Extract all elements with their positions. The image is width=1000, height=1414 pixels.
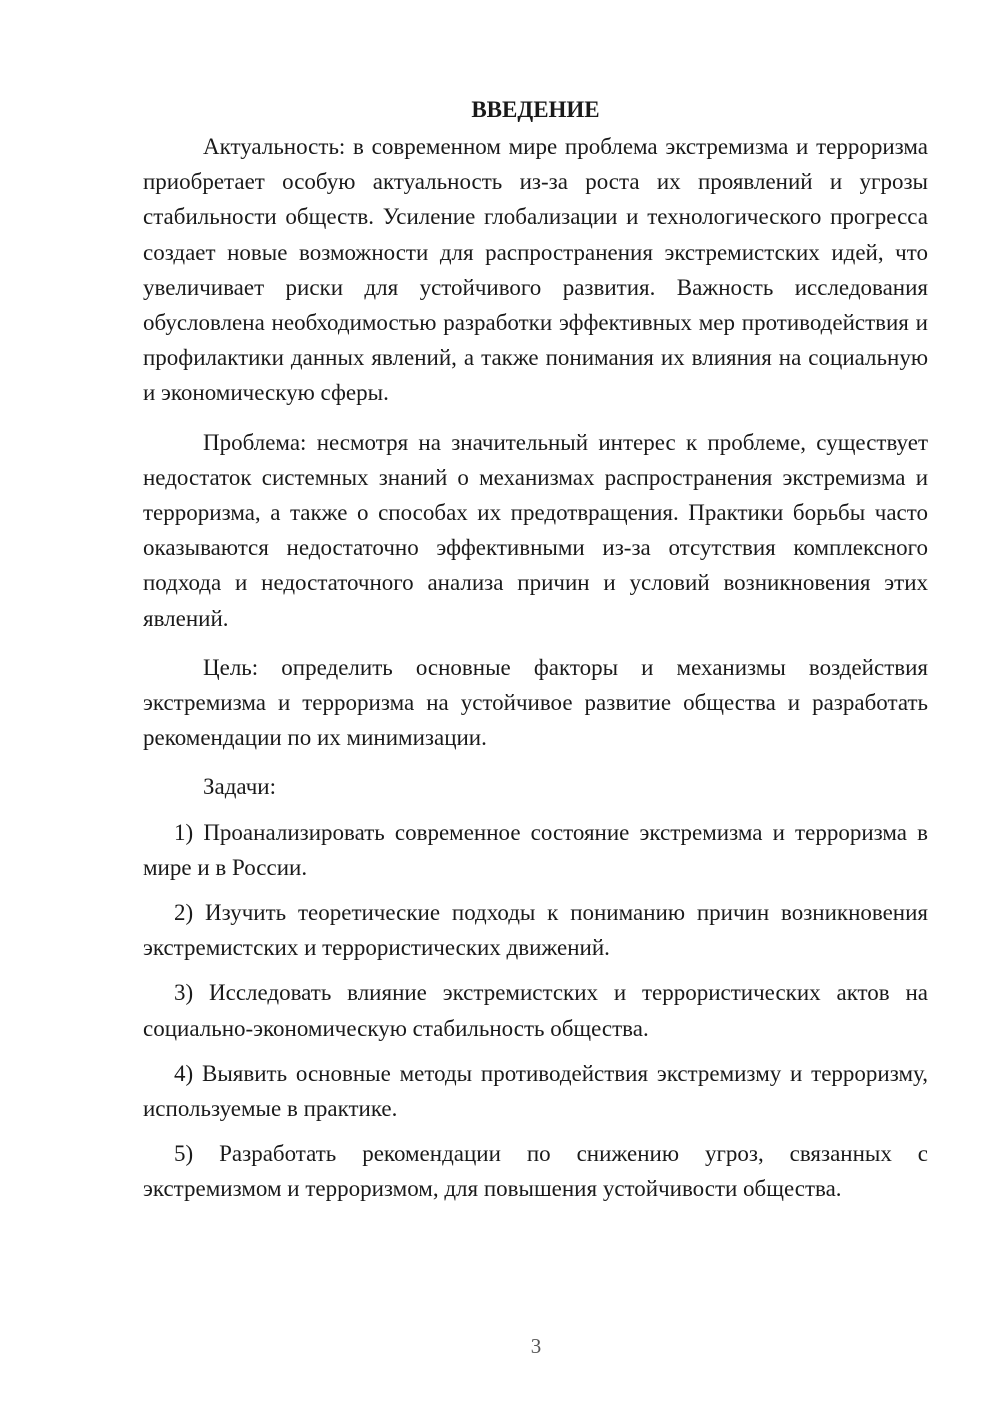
- task-number: 4): [174, 1060, 194, 1086]
- page-title: ВВЕДЕНИЕ: [471, 97, 600, 122]
- task-number: 5): [174, 1141, 194, 1167]
- task-number: 3): [174, 980, 194, 1006]
- task-item: [143, 895, 928, 965]
- task-item: [143, 975, 928, 1045]
- page-content: [143, 92, 928, 1217]
- task-number: 2): [174, 900, 194, 926]
- relevance-paragraph: Актуальность: в современном мире проблема экстремизма и терроризма приобретает особую актуальность из-за роста их проявлений и угрозы стабильности обществ. Усиление глобализации и технологического прогресса создает новые возможности для распространения экстремистских идей, что увеличивает риски для устойчивого развития. Важность исследования обусловлена необходимостью разработки эффективных мер противодействия и профилактики данных явлений, а также понимания их влияния на социальную и экономическую сферы.: [143, 134, 928, 406]
- task-item: [143, 815, 928, 885]
- task-number: 1): [174, 819, 194, 845]
- problem-paragraph: Проблема: несмотря на значительный интерес к проблеме, существует недостаток системных знаний о механизмах распространения экстремизма и терроризма, а также о способах их предотвращения. Практики борьбы часто оказываются недостаточно эффективными из-за отсутствия комплексного подхода и недостаточного анализа причин и условий возникновения этих явлений.: [143, 429, 928, 631]
- task-text: Проанализировать современное состояние экстремизма и терроризма в мире и в России.: [143, 819, 928, 880]
- task-text: Разработать рекомендации по снижению угроз, связанных с экстремизмом и терроризмом, для повышения устойчивости общества.: [143, 1141, 929, 1202]
- task-text: Исследовать влияние экстремистских и террористических актов на социально-экономическую стабильность общества.: [143, 980, 929, 1041]
- task-item: [143, 1056, 928, 1126]
- goal-paragraph: Цель: определить основные факторы и механизмы воздействия экстремизма и терроризма на устойчивое развитие общества и разработать рекомендации по их минимизации.: [143, 654, 928, 751]
- task-item: [143, 1136, 928, 1206]
- task-text: Изучить теоретические подходы к пониманию причин возникновения экстремистских и террористических движений.: [143, 900, 929, 961]
- tasks-heading: Задачи:: [203, 774, 276, 800]
- task-text: Выявить основные методы противодействия экстремизму и терроризму, используемые в практике.: [143, 1060, 928, 1122]
- page-number: 3: [530, 1334, 542, 1358]
